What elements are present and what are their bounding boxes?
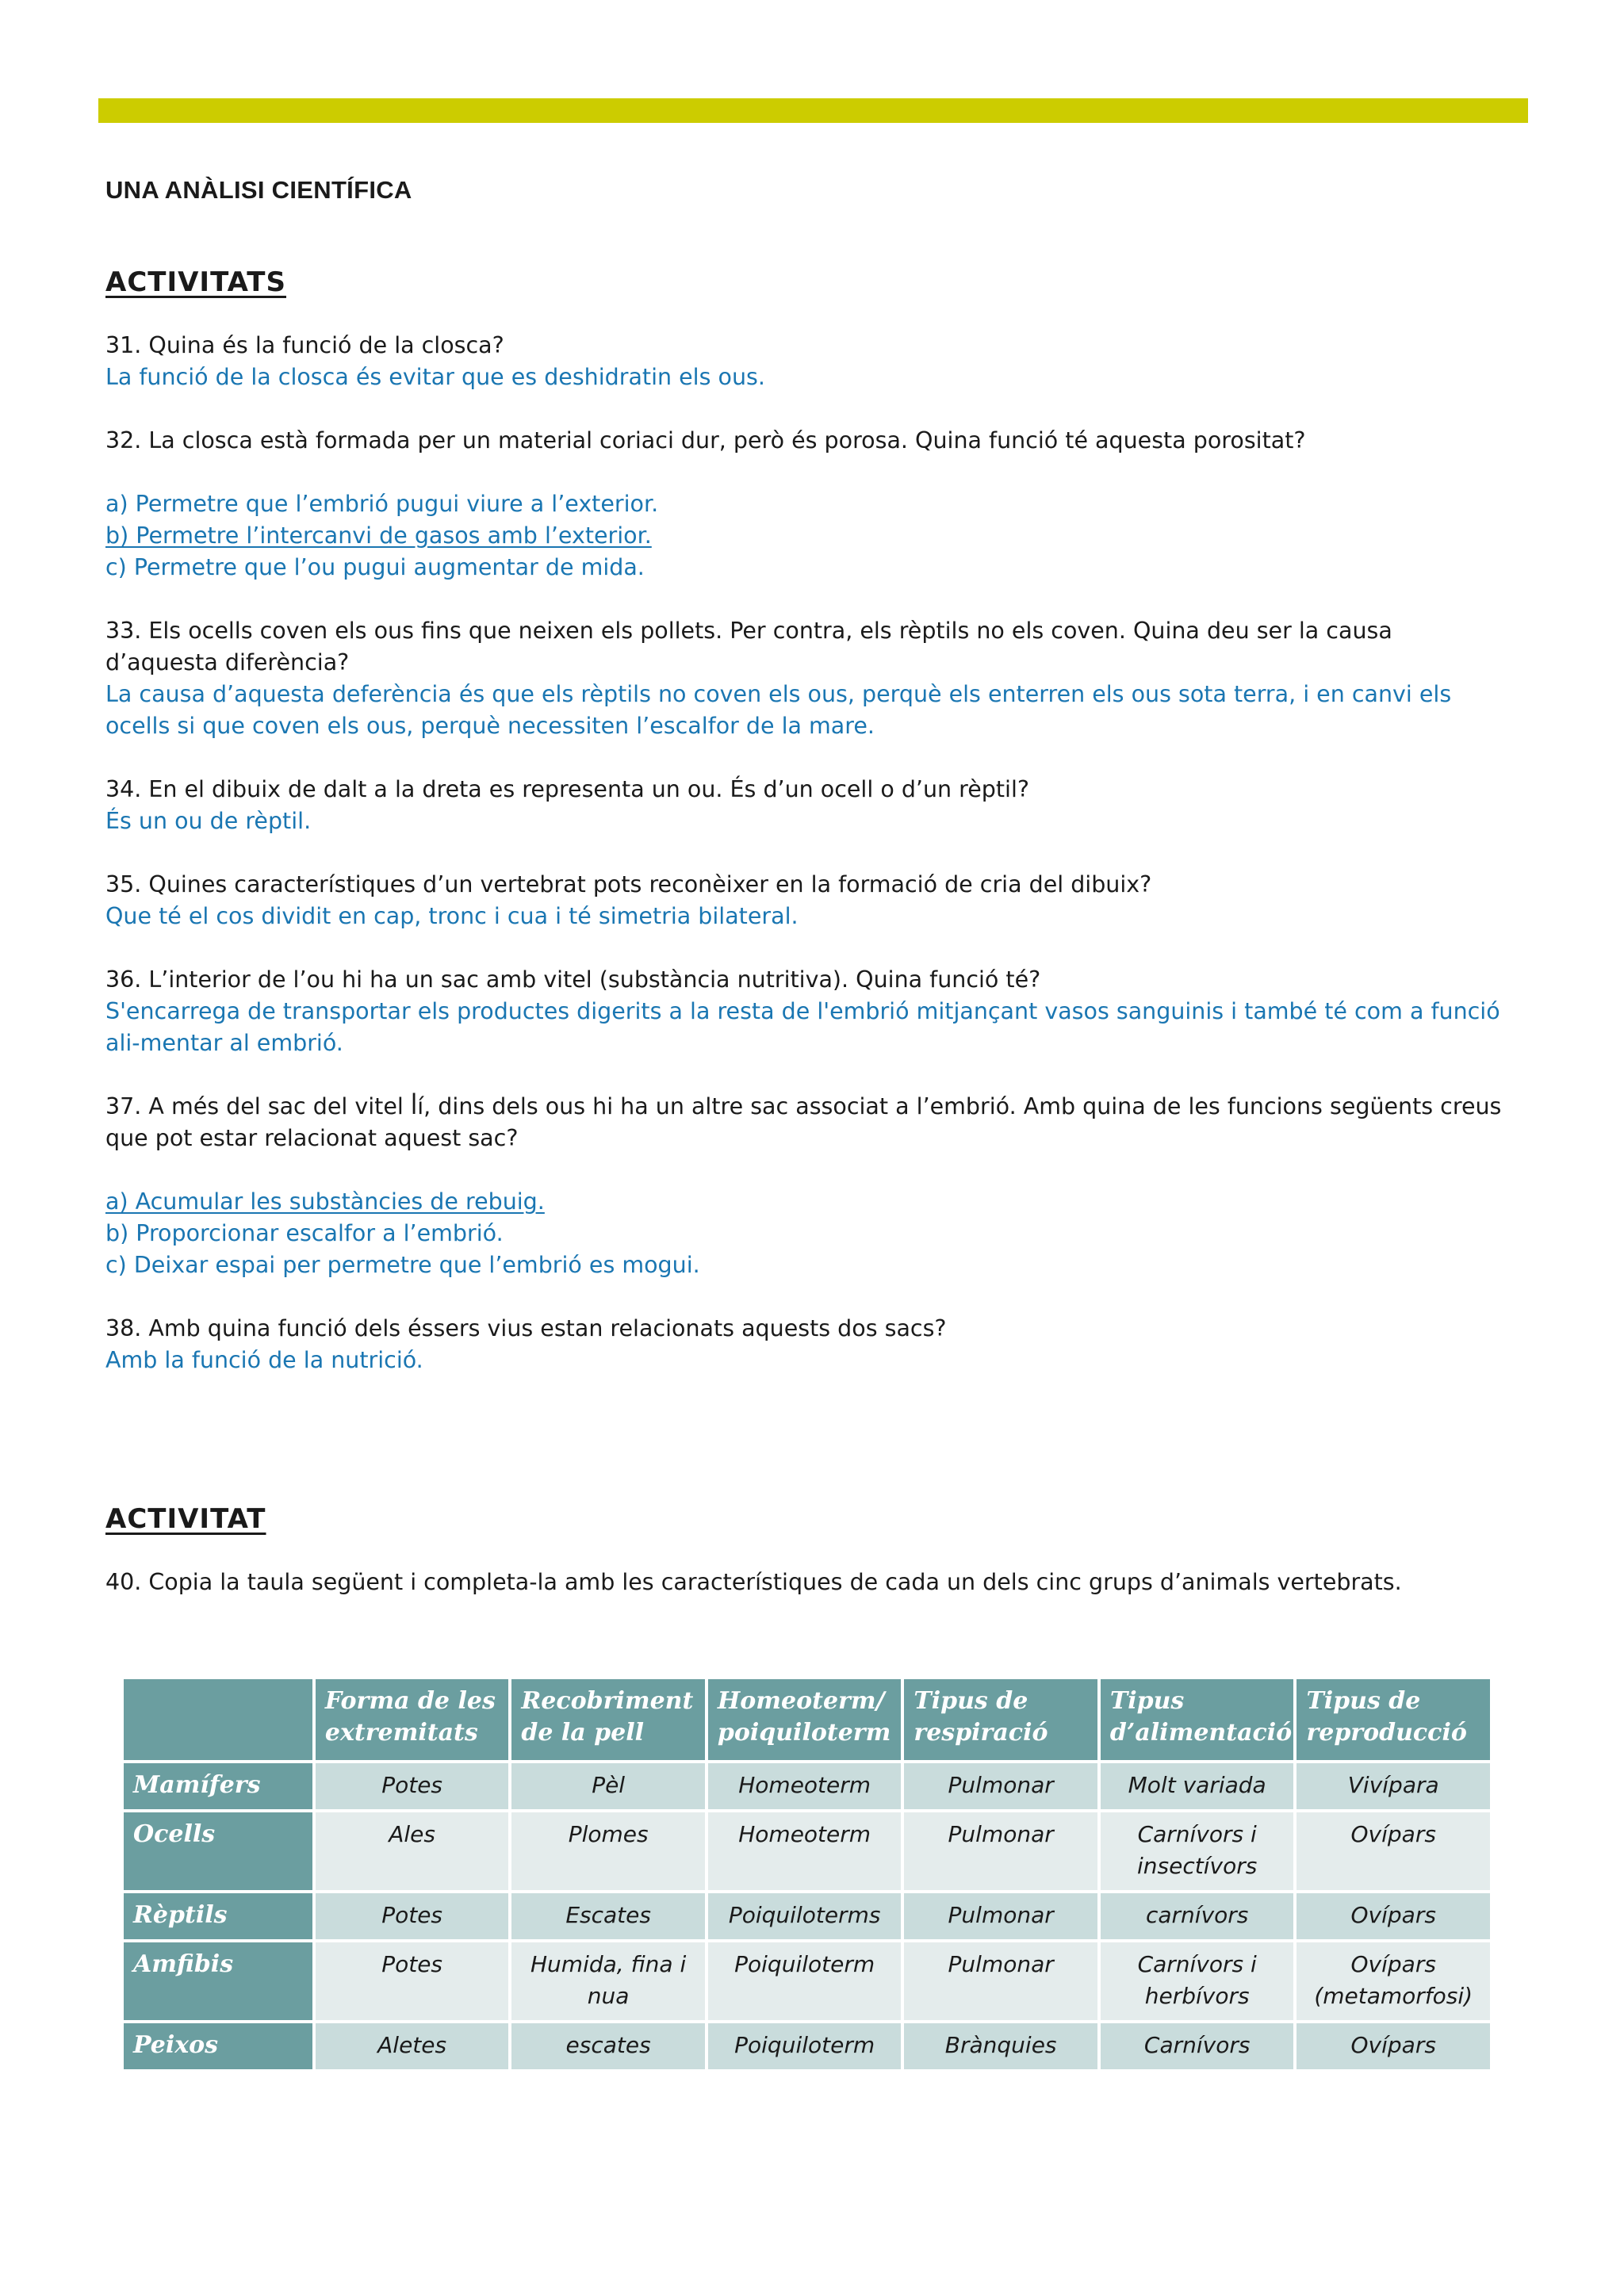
answer-34: És un ou de rèptil. xyxy=(105,808,312,834)
option-37-a-selected: a) Acumular les substàncies de rebuig. xyxy=(105,1188,545,1215)
row-header: Ocells xyxy=(124,1812,312,1890)
table-cell: Potes xyxy=(316,1942,509,2020)
section-heading-activitat: ACTIVITAT xyxy=(105,1503,266,1535)
table-cell: Ales xyxy=(316,1812,509,1890)
answer-36: S'encarrega de transportar els productes digerits a la resta de l'embrió mitjançant vasos sanguinis i també té com a funció ali-mentar al embrió. xyxy=(105,998,1500,1056)
option-37-b: b) Proporcionar escalfor a l’embrió. xyxy=(105,1220,504,1246)
table-cell: carnívors xyxy=(1101,1893,1294,1939)
question-38: 38. Amb quina funció dels éssers vius estan relacionats aquests dos sacs? xyxy=(105,1315,947,1341)
option-37-c: c) Deixar espai per permetre que l’embrió es mogui. xyxy=(105,1252,700,1278)
column-header: Homeoterm/ poiquiloterm xyxy=(708,1679,902,1760)
table-cell: Ovípars xyxy=(1297,1812,1490,1890)
table-cell: Poiquiloterm xyxy=(708,2023,902,2069)
table-row xyxy=(124,1812,1490,1890)
table-cell: Potes xyxy=(316,1893,509,1939)
row-header: Mamífers xyxy=(124,1763,312,1809)
table-cell: Homeoterm xyxy=(708,1763,902,1809)
table-cell: Vivípara xyxy=(1297,1763,1490,1809)
question-31: 31. Quina és la funció de la closca? xyxy=(105,332,504,358)
table-row xyxy=(124,2023,1490,2069)
table-cell: Carnívors xyxy=(1101,2023,1294,2069)
column-header: Tipus de respiració xyxy=(904,1679,1097,1760)
answer-35: Que té el cos dividit en cap, tronc i cua i té simetria bilateral. xyxy=(105,903,799,929)
answer-33: La causa d’aquesta deferència és que els rèptils no coven els ous, perquè els enterren els ous sota terra, i en canvi els ocells si que coven els ous, perquè necessiten l’escalfor de la mare. xyxy=(105,681,1452,739)
option-32-c: c) Permetre que l’ou pugui augmentar de mida. xyxy=(105,554,645,580)
header-accent-bar xyxy=(98,98,1528,123)
row-header: Rèptils xyxy=(124,1893,312,1939)
table-cell: Humida, fina i nua xyxy=(511,1942,705,2020)
vertebrates-table xyxy=(121,1676,1493,2072)
table-cell: Aletes xyxy=(316,2023,509,2069)
document-title: UNA ANÀLISI CIENTÍFICA xyxy=(105,176,412,204)
question-37: 37. A més del sac del vitel ꟾí, dins dels ous hi ha un altre sac associat a l’embrió. Amb quina de les funcions següents creus que pot estar relacionat aquest sac? xyxy=(105,1093,1502,1151)
question-32: 32. La closca està formada per un material coriaci dur, però és porosa. Quina funció té aquesta porositat? xyxy=(105,427,1306,453)
table-cell: Homeoterm xyxy=(708,1812,902,1890)
answer-38: Amb la funció de la nutrició. xyxy=(105,1347,423,1373)
table-cell: Pulmonar xyxy=(904,1812,1097,1890)
table-cell: Poiquiloterms xyxy=(708,1893,902,1939)
column-header: Forma de les extremitats xyxy=(316,1679,509,1760)
question-34: 34. En el dibuix de dalt a la dreta es representa un ou. És d’un ocell o d’un rèptil? xyxy=(105,776,1030,802)
table-row xyxy=(124,1763,1490,1809)
table-cell: Potes xyxy=(316,1763,509,1809)
table-header-row xyxy=(124,1679,1490,1760)
table-cell: Pulmonar xyxy=(904,1763,1097,1809)
table-cell: Pèl xyxy=(511,1763,705,1809)
table-cell: Plomes xyxy=(511,1812,705,1890)
section-heading-activitats: ACTIVITATS xyxy=(105,266,286,298)
question-36: 36. L’interior de l’ou hi ha un sac amb vitel (substància nutritiva). Quina funció té? xyxy=(105,966,1041,993)
table-cell: Pulmonar xyxy=(904,1893,1097,1939)
row-header: Peixos xyxy=(124,2023,312,2069)
question-33: 33. Els ocells coven els ous fins que neixen els pollets. Per contra, els rèptils no els coven. Quina deu ser la causa d’aquesta diferència? xyxy=(105,618,1392,675)
activity-40-content xyxy=(105,1567,1509,1598)
question-35: 35. Quines característiques d’un vertebrat pots reconèixer en la formació de cria del dibuix? xyxy=(105,871,1152,897)
table-cell: Pulmonar xyxy=(904,1942,1097,2020)
activities-content xyxy=(105,330,1509,1376)
table-corner-cell xyxy=(124,1679,312,1760)
table-row xyxy=(124,1942,1490,2020)
column-header: Tipus d’alimentació xyxy=(1101,1679,1294,1760)
column-header: Recobriment de la pell xyxy=(511,1679,705,1760)
table-cell: Carnívors i insectívors xyxy=(1101,1812,1294,1890)
table-cell: Poiquiloterm xyxy=(708,1942,902,2020)
column-header: Tipus de reproducció xyxy=(1297,1679,1490,1760)
answer-31: La funció de la closca és evitar que es deshidratin els ous. xyxy=(105,364,765,390)
question-40: 40. Copia la taula següent i completa-la amb les característiques de cada un dels cinc grups d’animals vertebrats. xyxy=(105,1569,1402,1595)
table-row xyxy=(124,1893,1490,1939)
table-cell: escates xyxy=(511,2023,705,2069)
table-cell: Escates xyxy=(511,1893,705,1939)
table-cell: Ovípars (metamorfosi) xyxy=(1297,1942,1490,2020)
table-cell: Carnívors i herbívors xyxy=(1101,1942,1294,2020)
row-header: Amfibis xyxy=(124,1942,312,2020)
table-cell: Molt variada xyxy=(1101,1763,1294,1809)
option-32-a: a) Permetre que l’embrió pugui viure a l’exterior. xyxy=(105,491,659,517)
table-cell: Brànquies xyxy=(904,2023,1097,2069)
option-32-b-selected: b) Permetre l’intercanvi de gasos amb l’exterior. xyxy=(105,522,652,549)
table-cell: Ovípars xyxy=(1297,1893,1490,1939)
table-cell: Ovípars xyxy=(1297,2023,1490,2069)
